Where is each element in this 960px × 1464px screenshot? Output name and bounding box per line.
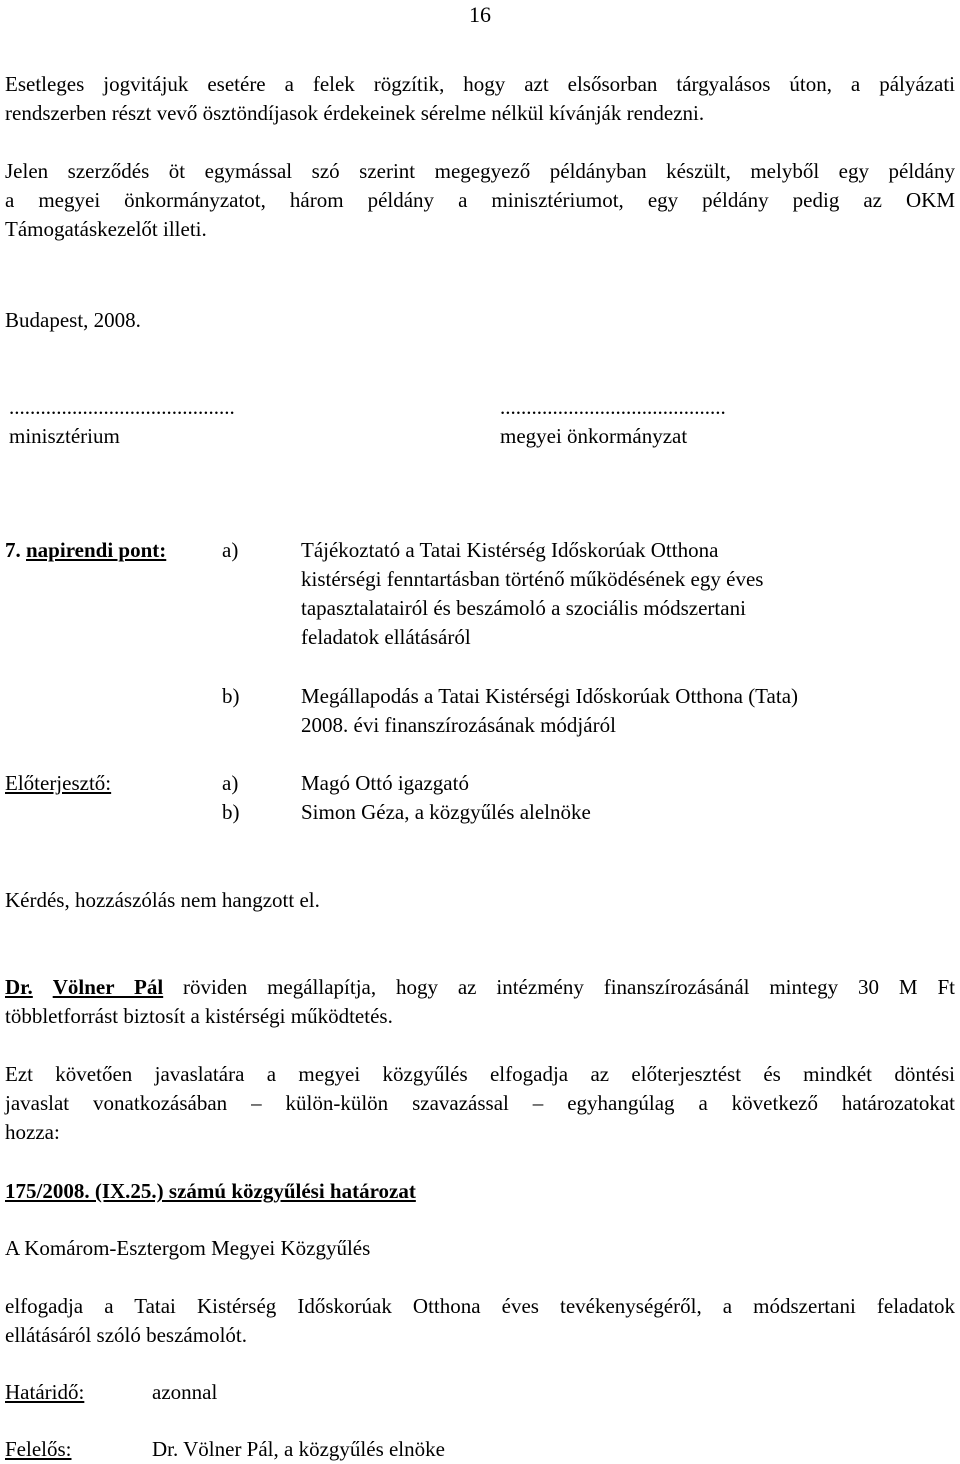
paragraph-vote <box>5 1060 955 1147</box>
deadline-label: Határidő: <box>5 1380 85 1404</box>
agenda-line: Megállapodás a Tatai Kistérségi Időskorúak Otthona (Tata) <box>301 684 799 708</box>
presenter-a-letter: a) <box>222 771 239 795</box>
page-number: 16 <box>469 2 491 27</box>
agenda-line: feladatok ellátásáról <box>301 625 471 649</box>
paragraph-copies <box>5 157 955 244</box>
responsible-value: Dr. Völner Pál, a közgyűlés elnöke <box>152 1437 445 1461</box>
agenda-item-a-letter: a) <box>222 538 239 562</box>
paragraph-line: többletforrást biztosít a kistérségi működtetés. <box>5 1004 393 1028</box>
signature-line: ........................................... <box>9 395 235 419</box>
presenter-b-letter: b) <box>222 800 240 824</box>
paragraph-line: Jelen szerződés öt egymással szó szerint megegyező példányban készült, melyből egy példány <box>5 159 955 183</box>
presenter-label: Előterjesztő: <box>5 771 112 795</box>
signature-ministry <box>9 393 235 451</box>
paragraph-volner <box>5 973 955 1031</box>
agenda-line: tapasztalatairól és beszámoló a szociális módszertani <box>301 596 746 620</box>
presenter-a-text: Magó Ottó igazgató <box>301 771 469 795</box>
paragraph-line: ellátásáról szóló beszámolót. <box>5 1323 248 1347</box>
resolution-text <box>5 1292 955 1350</box>
agenda-label: napirendi pont: <box>26 538 167 562</box>
signature-label: megyei önkormányzat <box>500 424 688 448</box>
agenda-line: Tájékoztató a Tatai Kistérség Időskorúak Otthona <box>301 538 719 562</box>
responsible-label: Felelős: <box>5 1437 72 1461</box>
presenter-b-text: Simon Géza, a közgyűlés alelnöke <box>301 800 591 824</box>
signature-line: ........................................... <box>500 395 726 419</box>
place-date: Budapest, 2008. <box>5 308 141 332</box>
deadline-value: azonnal <box>152 1380 218 1404</box>
paragraph-line: Támogatáskezelőt illeti. <box>5 217 207 241</box>
agenda-item-a-text <box>301 536 921 652</box>
question-line: Kérdés, hozzászólás nem hangzott el. <box>5 888 320 912</box>
paragraph-line: hozza: <box>5 1120 60 1144</box>
agenda-number: 7. <box>5 538 26 562</box>
agenda-line: 2008. évi finanszírozásának módjáról <box>301 713 616 737</box>
paragraph-line: Esetleges jogvitájuk esetére a felek rögzítik, hogy azt elsősorban tárgyalásos úton, a pályázati <box>5 72 955 96</box>
paragraph-line: Ezt követően javaslatára a megyei közgyűlés elfogadja az előterjesztést és mindkét döntési <box>5 1062 955 1086</box>
agenda-item-b-letter: b) <box>222 684 240 708</box>
paragraph-line: elfogadja a Tatai Kistérség Időskorúak Otthona éves tevékenységéről, a módszertani feladatok <box>5 1294 955 1318</box>
agenda-line: kistérségi fenntartásban történő működésének egy éves <box>301 567 764 591</box>
paragraph-line: rendszerben részt vevő ösztöndíjasok érdekeinek sérelme nélkül kívánják rendezni. <box>5 101 705 125</box>
assembly-name: A Komárom-Esztergom Megyei Közgyűlés <box>5 1236 371 1260</box>
speaker-title: Dr. <box>5 975 33 999</box>
agenda-item-b-text <box>301 682 941 740</box>
signature-county <box>500 393 726 451</box>
paragraph-dispute <box>5 70 955 128</box>
paragraph-line <box>5 973 955 1002</box>
paragraph-line: a megyei önkormányzatot, három példány a minisztériumot, egy példány pedig az OKM <box>5 188 955 212</box>
paragraph-line: javaslat vonatkozásában – külön-külön szavazással – egyhangúlag a következő határozatokat <box>5 1091 955 1115</box>
resolution-title: 175/2008. (IX.25.) számú közgyűlési határozat <box>5 1179 416 1203</box>
speaker-text: röviden megállapítja, hogy az intézmény finanszírozásánál mintegy 30 M Ft <box>163 975 955 999</box>
agenda-heading <box>5 536 166 565</box>
speaker-name: Völner Pál <box>52 975 164 999</box>
signature-label: minisztérium <box>9 424 120 448</box>
